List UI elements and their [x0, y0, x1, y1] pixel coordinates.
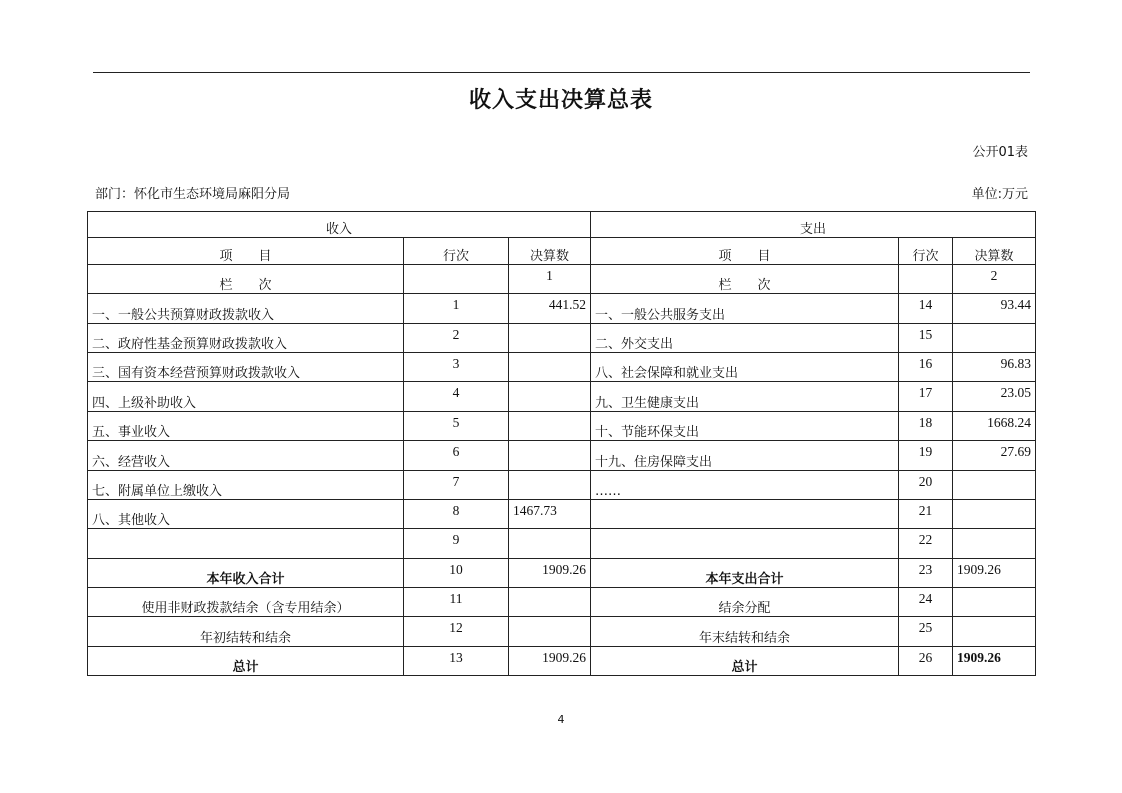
table-row [88, 470, 1036, 499]
income-expense-table [87, 211, 1036, 676]
expense-year-total-amount: 1909.26 [953, 558, 1036, 587]
income-row-no-cell: 2 [404, 323, 509, 352]
expense-item-cell [591, 499, 899, 528]
income-section-header: 收入 [88, 212, 591, 238]
expense-amount-cell: 23.05 [953, 382, 1036, 411]
expense-item-cell: 一、一般公共服务支出 [591, 294, 899, 323]
income-grand-total-label: 总计 [88, 646, 404, 675]
expense-item-header: 项 目 [591, 238, 899, 264]
income-amount-cell: 1467.73 [509, 499, 591, 528]
expense-year-total-label: 本年支出合计 [591, 558, 899, 587]
expense-year-total-no: 23 [899, 558, 953, 587]
table-row [88, 352, 1036, 381]
expense-item-cell [591, 529, 899, 558]
income-item-cell: 三、国有资本经营预算财政拨款收入 [88, 352, 404, 381]
income-item-cell: 一、一般公共预算财政拨款收入 [88, 294, 404, 323]
header-rule [93, 72, 1030, 73]
begin-carryover-no: 12 [404, 617, 509, 646]
carryover-row [88, 617, 1036, 646]
column-header-row [88, 238, 1036, 264]
year-total-row [88, 558, 1036, 587]
nonfiscal-row [88, 588, 1036, 617]
expense-amount-cell [953, 499, 1036, 528]
expense-amount-cell [953, 323, 1036, 352]
begin-carryover-label: 年初结转和结余 [88, 617, 404, 646]
income-item-cell: 八、其他收入 [88, 499, 404, 528]
income-row-no-cell: 7 [404, 470, 509, 499]
expense-item-cell: 十九、住房保障支出 [591, 441, 899, 470]
expense-amount-cell [953, 529, 1036, 558]
table-row [88, 323, 1036, 352]
expense-item-cell: …… [591, 470, 899, 499]
table-row [88, 529, 1036, 558]
income-row-no-cell: 9 [404, 529, 509, 558]
section-header-row [88, 212, 1036, 238]
expense-amount-cell: 93.44 [953, 294, 1036, 323]
income-row-no-cell: 1 [404, 294, 509, 323]
income-item-cell: 四、上级补助收入 [88, 382, 404, 411]
nonfiscal-surplus-label: 使用非财政拨款结余（含专用结余） [88, 588, 404, 617]
table-row [88, 411, 1036, 440]
income-amount-cell [509, 382, 591, 411]
table-row [88, 499, 1036, 528]
income-amount-cell [509, 529, 591, 558]
income-grand-total-no: 13 [404, 646, 509, 675]
income-lanci-label: 栏 次 [88, 264, 404, 293]
expense-row-no-cell: 16 [899, 352, 953, 381]
form-number: 公开01表 [972, 145, 1028, 160]
table-row [88, 294, 1036, 323]
income-item-cell: 二、政府性基金预算财政拨款收入 [88, 323, 404, 352]
income-item-cell: 五、事业收入 [88, 411, 404, 440]
income-amount-cell [509, 441, 591, 470]
end-carryover-label: 年末结转和结余 [591, 617, 899, 646]
table-row [88, 441, 1036, 470]
expense-item-cell: 十、节能环保支出 [591, 411, 899, 440]
data-rows [88, 294, 1036, 559]
income-row-no-cell: 3 [404, 352, 509, 381]
expense-amount-cell: 1668.24 [953, 411, 1036, 440]
income-row-no-cell: 5 [404, 411, 509, 440]
expense-item-cell: 二、外交支出 [591, 323, 899, 352]
unit-label: 单位:万元 [971, 187, 1028, 202]
expense-amount-cell [953, 470, 1036, 499]
income-amount-cell [509, 411, 591, 440]
income-amount-cell [509, 470, 591, 499]
column-index-row [88, 264, 1036, 293]
department-label: 部门：怀化市生态环境局麻阳分局 [95, 187, 291, 202]
income-item-cell: 七、附属单位上缴收入 [88, 470, 404, 499]
income-row-no-cell: 8 [404, 499, 509, 528]
income-item-cell [88, 529, 404, 558]
expense-grand-total-no: 26 [899, 646, 953, 675]
expense-row-no-cell: 22 [899, 529, 953, 558]
income-row-no-cell: 4 [404, 382, 509, 411]
expense-item-cell: 九、卫生健康支出 [591, 382, 899, 411]
begin-carryover-amount [509, 617, 591, 646]
income-amount-cell: 441.52 [509, 294, 591, 323]
end-carryover-no: 25 [899, 617, 953, 646]
expense-row-no-cell: 17 [899, 382, 953, 411]
surplus-distribution-no: 24 [899, 588, 953, 617]
expense-amount-header: 决算数 [953, 238, 1036, 264]
table-row [88, 382, 1036, 411]
income-item-header: 项 目 [88, 238, 404, 264]
income-item-cell: 六、经营收入 [88, 441, 404, 470]
expense-row-no-cell: 19 [899, 441, 953, 470]
expense-amount-cell: 27.69 [953, 441, 1036, 470]
expense-grand-total-amount: 1909.26 [953, 646, 1036, 675]
expense-row-no-cell: 14 [899, 294, 953, 323]
income-year-total-no: 10 [404, 558, 509, 587]
expense-lanci-empty [899, 264, 953, 293]
expense-item-cell: 八、社会保障和就业支出 [591, 352, 899, 381]
expense-grand-total-label: 总计 [591, 646, 899, 675]
end-carryover-amount [953, 617, 1036, 646]
expense-row-no-header: 行次 [899, 238, 953, 264]
income-grand-total-amount: 1909.26 [509, 646, 591, 675]
income-lanci-empty [404, 264, 509, 293]
income-row-no-header: 行次 [404, 238, 509, 264]
surplus-distribution-amount [953, 588, 1036, 617]
income-amount-header: 决算数 [509, 238, 591, 264]
income-year-total-label: 本年收入合计 [88, 558, 404, 587]
income-year-total-amount: 1909.26 [509, 558, 591, 587]
income-column-index: 1 [509, 264, 591, 293]
expense-row-no-cell: 20 [899, 470, 953, 499]
page-number: 4 [557, 713, 565, 726]
expense-section-header: 支出 [591, 212, 1036, 238]
page-title: 收入支出决算总表 [468, 88, 653, 113]
expense-row-no-cell: 21 [899, 499, 953, 528]
nonfiscal-surplus-no: 11 [404, 588, 509, 617]
expense-lanci-label: 栏 次 [591, 264, 899, 293]
nonfiscal-surplus-amount [509, 588, 591, 617]
surplus-distribution-label: 结余分配 [591, 588, 899, 617]
income-amount-cell [509, 352, 591, 381]
income-row-no-cell: 6 [404, 441, 509, 470]
expense-column-index: 2 [953, 264, 1036, 293]
expense-row-no-cell: 18 [899, 411, 953, 440]
income-amount-cell [509, 323, 591, 352]
expense-row-no-cell: 15 [899, 323, 953, 352]
grand-total-row [88, 646, 1036, 675]
expense-amount-cell: 96.83 [953, 352, 1036, 381]
